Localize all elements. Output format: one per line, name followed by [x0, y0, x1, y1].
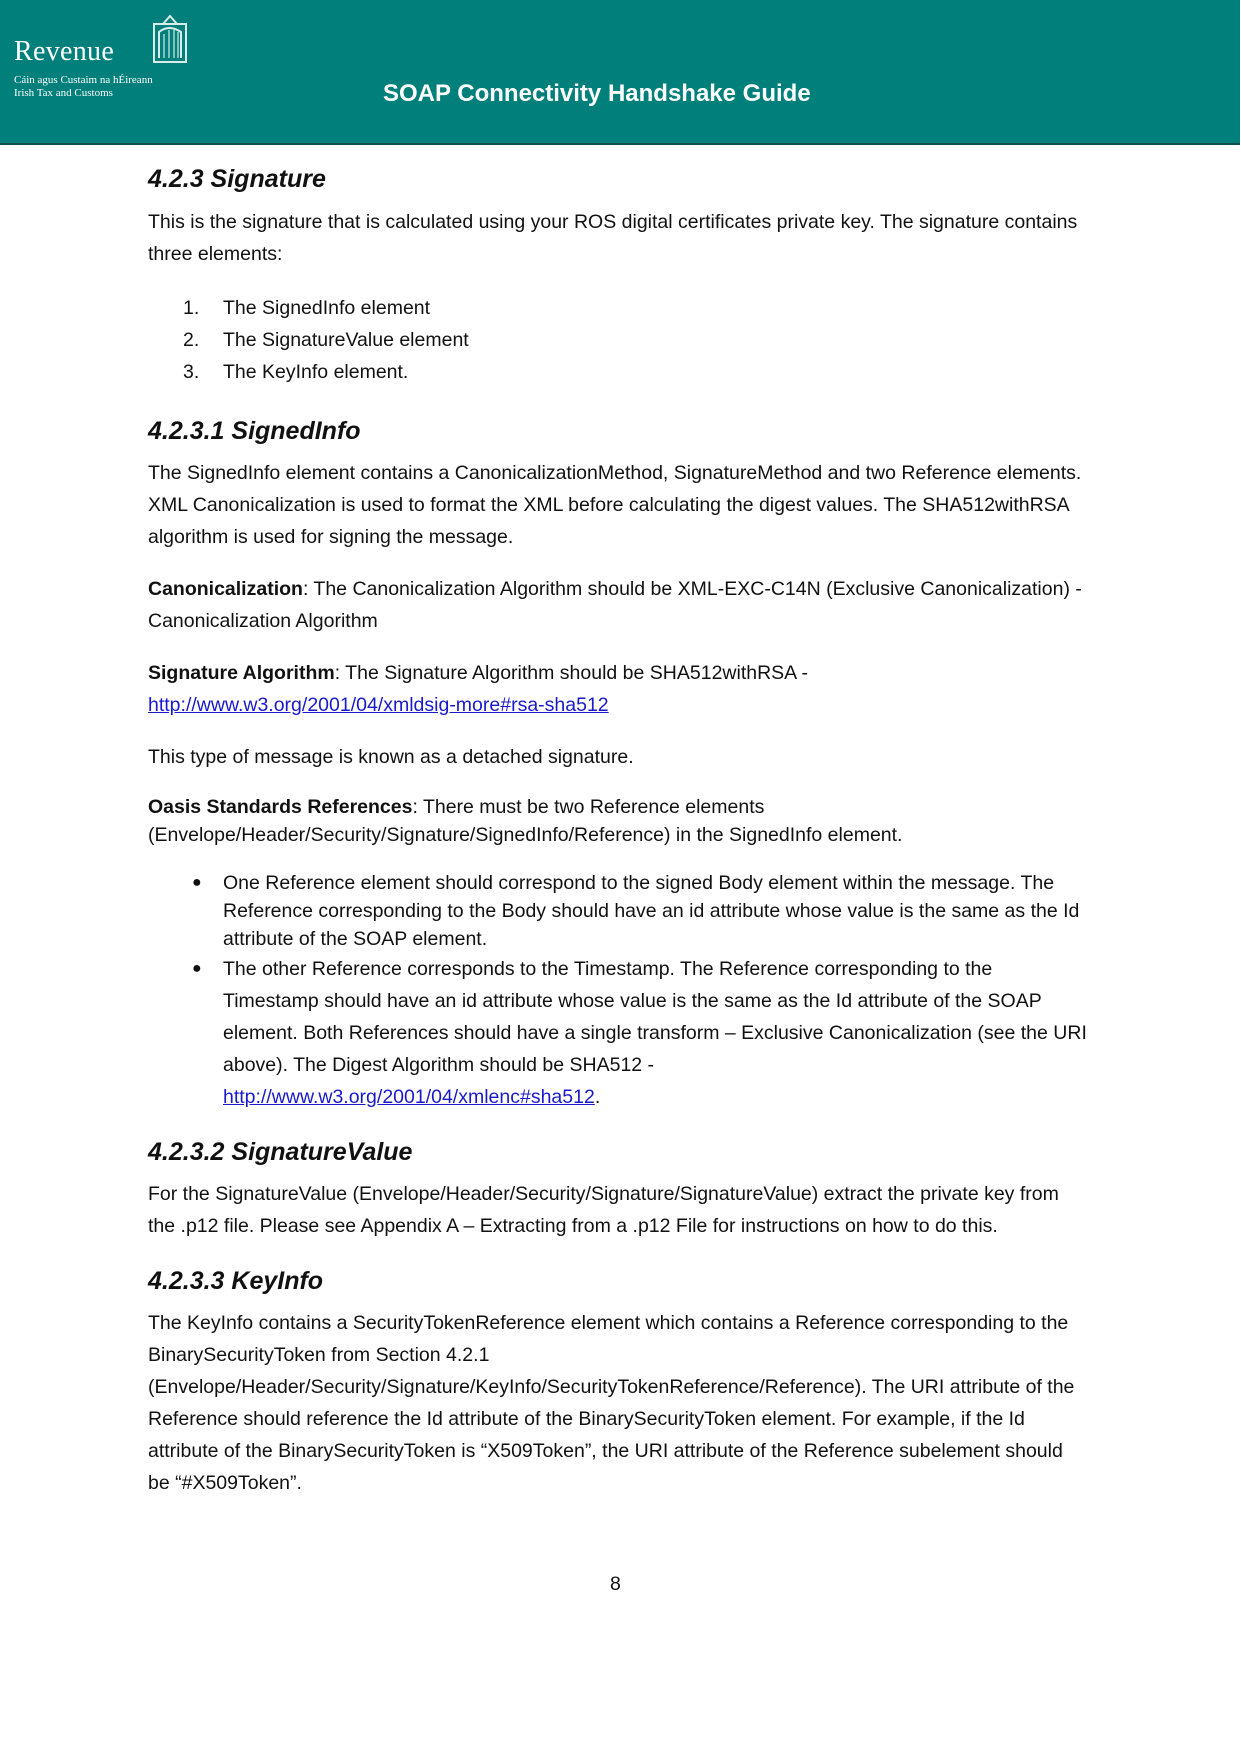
signature-intro: This is the signature that is calculated using your ROS digital certificates private key. The signature contains three elements: — [148, 211, 1078, 265]
logo-subtitle-english: Irish Tax and Customs — [14, 87, 113, 99]
bullet-icon: ● — [192, 960, 202, 977]
page-content — [148, 162, 1088, 1499]
canonicalization-label: Canonicalization — [148, 578, 303, 600]
keyinfo-text: The KeyInfo contains a SecurityTokenReference element which contains a Reference corresponding to the BinarySecurityToken from Section 4.2.1 (Envelope/Header/Security/Signature/KeyInfo/SecurityTokenReference/Reference). The URI attribute of the Reference should reference the Id attribute of the BinarySecurityToken element. For example, if the Id attribute of the BinarySecurityToken is “X509Token”, the URI attribute of the Reference subelement should be “#X509Token”. — [148, 1312, 1075, 1494]
document-title: SOAP Connectivity Handshake Guide — [383, 80, 811, 107]
oasis-label: Oasis Standards References — [148, 796, 413, 818]
reference-bullets — [148, 869, 1088, 1113]
signature-elements-list — [148, 292, 1088, 388]
oasis-paragraph: Oasis Standards References: There must be two Reference elements (Envelope/Header/Security/Signature/SignedInfo/Reference) in the SignedInfo element. — [148, 796, 903, 846]
detached-signature-text: This type of message is known as a detached signature. — [148, 746, 634, 768]
signaturevalue-text: For the SignatureValue (Envelope/Header/Security/Signature/SignatureValue) extract the private key from the .p12 file. Please see Appendix A – Extracting from a .p12 File for instructions on how to do this. — [148, 1183, 1059, 1237]
heading-signedinfo: 4.2.3.1 SignedInfo — [148, 417, 361, 445]
page-number: 8 — [610, 1573, 621, 1595]
harp-icon — [151, 14, 191, 66]
heading-signaturevalue: 4.2.3.2 SignatureValue — [148, 1138, 413, 1166]
list-item: 2. The SignatureValue element — [183, 329, 469, 351]
signature-algorithm-paragraph: Signature Algorithm: The Signature Algorithm should be SHA512withRSA - http://www.w3.org/2001/04/xmldsig-more#rsa-sha512 — [148, 662, 809, 716]
list-item: ● The other Reference corresponds to the Timestamp. The Reference corresponding to the Timestamp should have an id attribute whose value is the same as the Id attribute of the SOAP element. Both References should have a single transform – Exclusive Canonicalization (see the URI above). The Digest Algorithm should be SHA512 - http://www.w3.org/2001/04/xmlenc#sha512. — [148, 953, 1088, 1113]
logo-subtitle-irish: Cáin agus Custaim na hÉireann — [14, 74, 153, 86]
signature-algorithm-label: Signature Algorithm — [148, 662, 335, 684]
list-item: ● One Reference element should correspond to the signed Body element within the message. The Reference corresponding to the Body should have an id attribute whose value is the same as the Id attribute of the SOAP element. — [148, 869, 1088, 953]
list-item: 3. The KeyInfo element. — [183, 361, 409, 383]
signedinfo-intro: The SignedInfo element contains a CanonicalizationMethod, SignatureMethod and two Reference elements. XML Canonicalization is used to format the XML before calculating the digest values. The SHA512withRSA algorithm is used for signing the message. — [148, 462, 1082, 548]
canonicalization-paragraph: Canonicalization: The Canonicalization Algorithm should be XML-EXC-C14N (Exclusive Canonicalization) - Canonicalization Algorithm — [148, 578, 1082, 632]
revenue-logo — [14, 14, 194, 104]
list-item: 1. The SignedInfo element — [183, 297, 431, 319]
rsa-sha512-link[interactable]: http://www.w3.org/2001/04/xmldsig-more#rsa-sha512 — [148, 694, 609, 716]
page-header — [0, 0, 1240, 145]
heading-keyinfo: 4.2.3.3 KeyInfo — [148, 1267, 324, 1295]
heading-signature: 4.2.3 Signature — [148, 165, 326, 193]
logo-wordmark: Revenue — [14, 36, 115, 67]
bullet-icon: ● — [192, 874, 202, 891]
sha512-link[interactable]: http://www.w3.org/2001/04/xmlenc#sha512 — [223, 1086, 595, 1108]
